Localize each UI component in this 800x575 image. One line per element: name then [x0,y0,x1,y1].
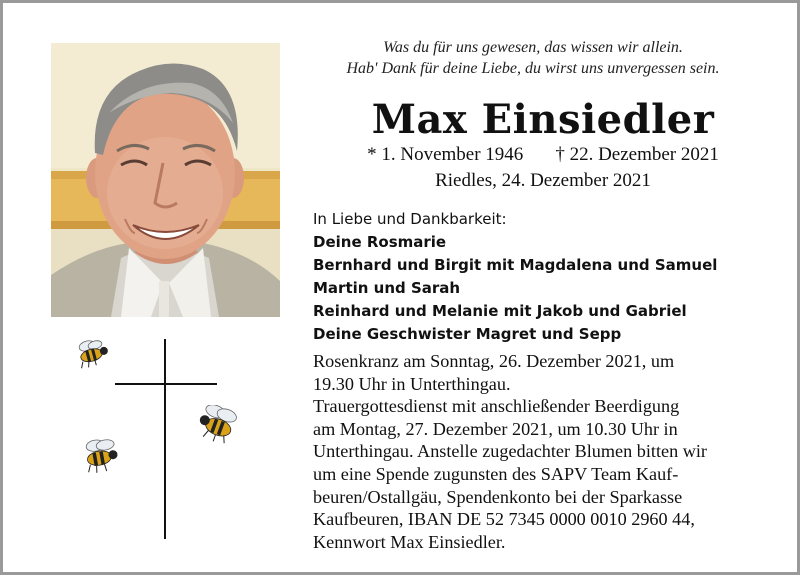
service-line: um eine Spende zugunsten des SAPV Team Kauf- [313,463,679,484]
mourner-line: Reinhard und Melanie mit Jakob und Gabriel [313,302,687,320]
mourners-intro: In Liebe und Dankbarkeit: [313,210,507,228]
service-line: 19.30 Uhr in Unterthingau. [313,373,511,394]
bee-icon [195,405,241,445]
service-line: beuren/Ostallgäu, Spendenkonto bei der Sparkasse [313,486,683,507]
portrait-photo [51,43,280,317]
mourner-line: Bernhard und Birgit mit Magdalena und Samuel [313,256,718,274]
service-line: am Montag, 27. Dezember 2021, um 10.30 Uhr in [313,418,678,439]
service-line: Kaufbeuren, IBAN DE 52 7345 0000 0010 2960 44, [313,509,695,530]
death-date: † 22. Dezember 2021 [555,144,719,165]
service-line: Kennwort Max Einsiedler. [313,531,506,552]
quote-line-2: Hab' Dank für deine Liebe, du wirst uns unvergessen sein. [346,60,720,77]
bee-icon [79,437,121,475]
service-line: Rosenkranz am Sonntag, 26. Dezember 2021, um [313,351,675,371]
life-dates [293,142,793,168]
deceased-name: Max Einsiedler [371,96,715,143]
mourners-list [313,208,783,346]
bee-icon [73,337,111,369]
place-and-date: Riedles, 24. Dezember 2021 [435,170,651,191]
mourner-line: Martin und Sarah [313,279,461,297]
service-line: Unterthingau. Anstelle zugedachter Blumen bitten wir [313,441,707,462]
service-details [313,350,788,553]
mourner-line: Deine Rosmarie [313,233,447,251]
service-line: Trauergottesdienst mit anschließender Beerdigung [313,396,680,417]
portrait-illustration [51,43,280,317]
birth-date: * 1. November 1946 [367,144,524,165]
mourner-line: Deine Geschwister Magret und Sepp [313,325,622,343]
memorial-quote [293,37,773,79]
quote-line-1: Was du für uns gewesen, das wissen wir allein. [383,39,683,56]
